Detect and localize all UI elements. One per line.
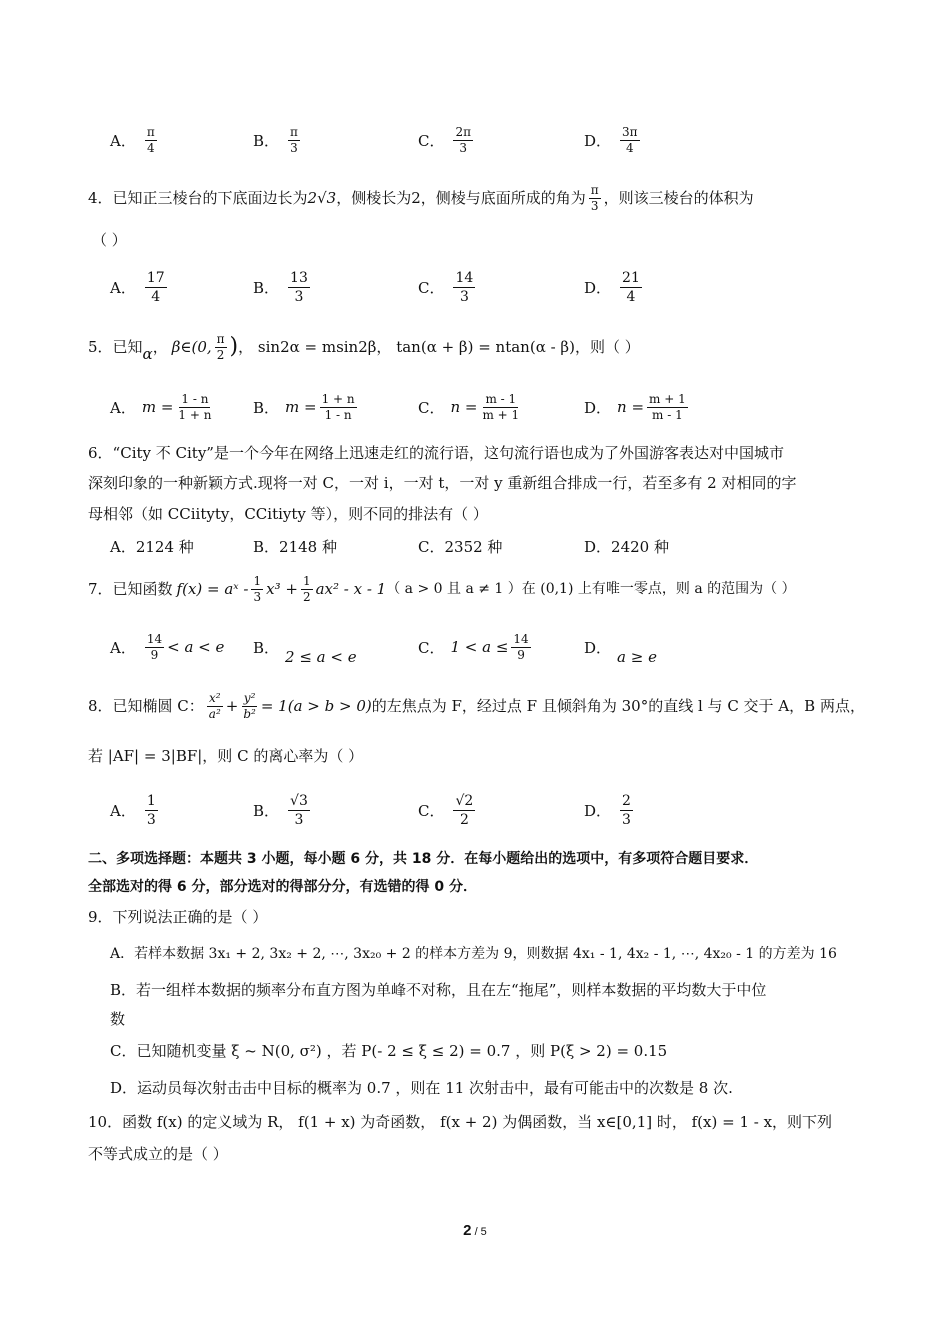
q5-options [110, 385, 890, 429]
q8-option-d[interactable]: D． $\frac{2}{3}$ [584, 792, 631, 828]
q7-option-d[interactable]: D． a ≥ e [584, 638, 657, 666]
q9-option-b[interactable]: B．若一组样本数据的频率分布直方图为单峰不对称，且在左“拖尾”，则样本数据的平均数大于中位 [110, 981, 767, 999]
q10-stem-line-1: 10．函数 f(x) 的定义域为 R， f(1 + x) 为奇函数， f(x + 2) 为偶函数，当 x∈[0,1] 时， f(x) = 1 - x，则下列 [88, 1113, 833, 1131]
q6-stem-line-1: 6．“City 不 City”是一个今年在网络上迅速走红的流行语，这句流行语也成为了外国游客表达对中国城市 [88, 444, 784, 462]
q9-option-b-cont: 数 [110, 1010, 126, 1028]
q9-stem: 9．下列说法正确的是（ ） [88, 908, 268, 926]
q4-option-c[interactable]: C． $\frac{14}{3}$ [418, 269, 474, 305]
q5-option-b[interactable]: B． m = $\frac{1 + n}{1 - n}$ [253, 391, 355, 422]
q6-option-c[interactable]: C． 2352 种 [418, 537, 503, 556]
q9-option-c[interactable]: C．已知随机变量 ξ ~ N(0, σ²) ，若 P(- 2 ≤ ξ ≤ 2) = 0.7 ，则 P(ξ > 2) = 0.15 [110, 1042, 668, 1060]
q8-stem-line-2: 若 |AF| = 3|BF|，则 C 的离心率为（ ） [88, 747, 364, 765]
q6-stem-line-3: 母相邻（如 CCiityty，CCitiyty 等），则不同的排法有（ ） [88, 505, 488, 523]
q9-option-a[interactable]: A．若样本数据 3x₁ + 2, 3x₂ + 2, ⋯, 3x₂₀ + 2 的样本方差为 9，则数据 4x₁ - 1, 4x₂ - 1, ⋯, 4x₂₀ - 1 的方差为 16 [110, 946, 837, 962]
q9-option-d[interactable]: D．运动员每次射击击中目标的概率为 0.7 ，则在 11 次射击中，最有可能击中的次数是 8 次. [110, 1079, 733, 1097]
section-2-heading-line-1: 二、多项选择题：本题共 3 小题，每小题 6 分，共 18 分．在每小题给出的选项中，有多项符合题目要求． [88, 851, 759, 867]
q7-option-b[interactable]: B． 2 ≤ a < e [253, 638, 357, 666]
q4-options [110, 265, 890, 309]
q3-option-b[interactable]: B． $\frac{\pi}{3}$ [253, 124, 298, 155]
q4-option-a[interactable]: A． $\frac{17}{4}$ [110, 269, 165, 305]
q5-option-d[interactable]: D． n = $\frac{m + 1}{m - 1}$ [584, 391, 686, 422]
q8-stem: 8．已知椭圆 C： $\frac{\text{x²}}{\text{a²}}$ + $\frac{\text{y²}}{\text{b²}}$ = 1(a > b > 0) 的左焦点为 F，经过点 F 且倾斜角为 30°的直线 l 与 C 交于 A，B 两点， [88, 690, 865, 721]
q6-stem-line-2: 深刻印象的一种新颖方式.现将一对 C，一对 i，一对 t，一对 y 重新组合排成一行，若至多有 2 对相同的字 [88, 474, 797, 492]
page-number: 2 / 5 [463, 1222, 487, 1239]
q5-option-a[interactable]: A． m = $\frac{1 - n}{1 + n}$ [110, 391, 212, 422]
q6-option-a[interactable]: A． 2124 种 [110, 537, 194, 556]
q5-option-c[interactable]: C． n = $\frac{m - 1}{m + 1}$ [418, 391, 520, 422]
q10-stem-line-2: 不等式成立的是（ ） [88, 1145, 228, 1163]
q3-option-a[interactable]: A． $\frac{\pi}{4}$ [110, 124, 155, 155]
q3-option-d[interactable]: D． $\frac{3\pi}{4}$ [584, 124, 638, 155]
q6-option-d[interactable]: D． 2420 种 [584, 537, 669, 556]
q7-option-c[interactable]: C． 1 < a ≤ $\frac{14}{9}$ [418, 631, 529, 662]
q4-option-b[interactable]: B． $\frac{13}{3}$ [253, 269, 308, 305]
q6-options [110, 524, 890, 568]
q4-answer-paren: （ ） [92, 231, 127, 249]
section-2-heading-line-2: 全部选对的得 6 分，部分选对的得部分分，有选错的得 0 分． [88, 879, 477, 895]
q8-option-a[interactable]: A． $\frac{1}{3}$ [110, 792, 156, 828]
q7-options [110, 625, 890, 669]
q8-option-c[interactable]: C． $\frac{√2}{2}$ [418, 792, 474, 828]
q8-options [110, 788, 890, 832]
q8-option-b[interactable]: B． $\frac{√3}{3}$ [253, 792, 308, 828]
q6-option-b[interactable]: B． 2148 种 [253, 537, 337, 556]
q5-stem: 5．已知 α ， β∈(0, $\frac{\pi}{2}$ ) ， sin2α = msin2β， tan(α + β) = ntan(α - β)，则（ ） [88, 331, 640, 363]
q4-stem: 4．已知正三棱台的下底面边长为 2√3 ，侧棱长为2，侧棱与底面所成的角为 $\frac{\pi}{3}$ ，则该三棱台的体积为 [88, 182, 754, 213]
q4-option-d[interactable]: D． $\frac{21}{4}$ [584, 269, 640, 305]
q7-option-a[interactable]: A． $\frac{14}{9}$ < a < e [110, 631, 225, 662]
q3-option-c[interactable]: C． $\frac{2\pi}{3}$ [418, 124, 472, 155]
q7-stem: 7．已知函数 f(x) = aˣ - $\frac{1}{3}$ x³ + $\frac{1}{2}$ ax² - x - 1 （ a > 0 且 a ≠ 1 ）在 (0,1) 上有唯一零点，则 a 的范围为（ ） [88, 573, 796, 604]
q3-options [110, 118, 890, 162]
